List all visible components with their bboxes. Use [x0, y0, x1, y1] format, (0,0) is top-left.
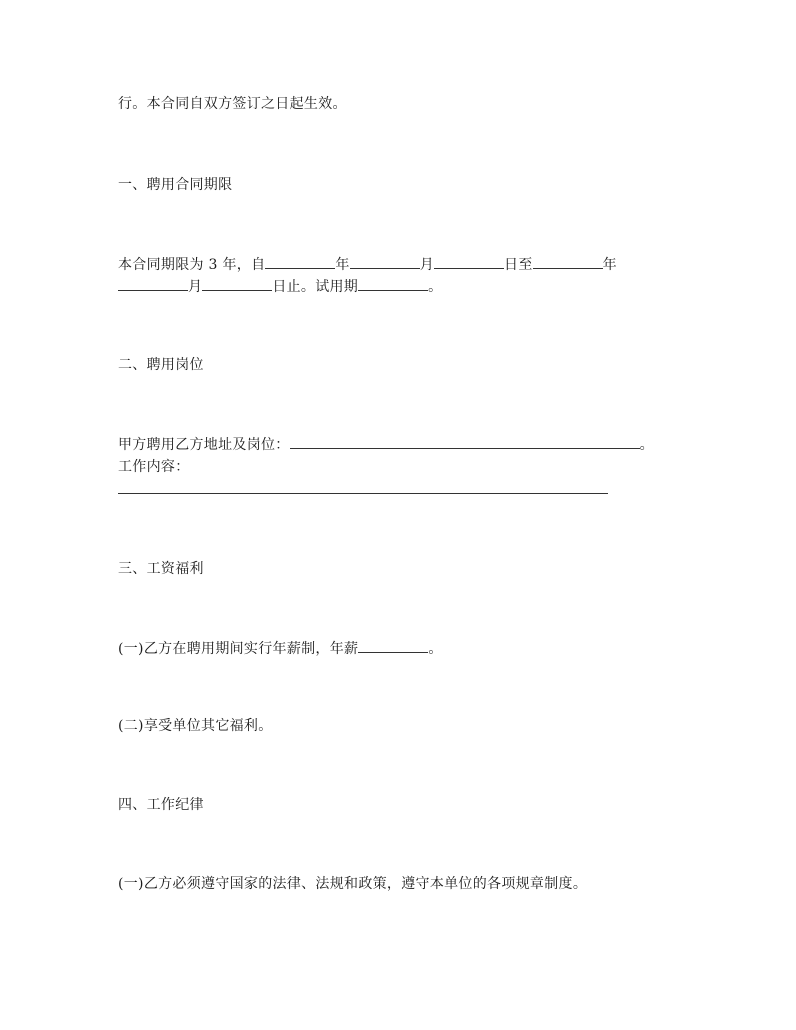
end-day-blank [202, 276, 272, 291]
position-label: 甲方聘用乙方地址及岗位： [118, 437, 290, 453]
month-label: 月 [419, 257, 435, 273]
salary-blank [358, 638, 428, 653]
start-year-blank [265, 254, 335, 269]
probation-blank [358, 276, 428, 291]
period-text: 本合同期限为 3 年，自 [118, 257, 266, 273]
section-3-heading: 三、工资福利 [118, 561, 204, 577]
year-label: 年 [335, 257, 350, 273]
contract-period-line-1 [118, 254, 617, 275]
position-end-mark: 。 [639, 437, 654, 453]
month-label-2: 月 [188, 279, 203, 295]
start-month-blank [350, 254, 420, 269]
position-line [118, 434, 654, 455]
contract-period-line-2 [118, 276, 442, 297]
section-2-heading: 二、聘用岗位 [118, 357, 204, 373]
day-to-label: 日至 [504, 257, 533, 273]
duties-blank-line [118, 493, 608, 494]
end-month-blank [118, 276, 188, 291]
end-year-blank [533, 254, 603, 269]
discipline-item-1: (一)乙方必须遵守国家的法律、法规和政策，遵守本单位的各项规章制度。 [118, 876, 588, 892]
start-day-blank [434, 254, 504, 269]
duties-label: 工作内容： [118, 459, 190, 475]
section-4-heading: 四、工作纪律 [118, 797, 204, 813]
year-label-2: 年 [602, 257, 617, 273]
continuation-line: 行。本合同自双方签订之日起生效。 [118, 96, 347, 112]
benefits-line: (二)享受单位其它福利。 [118, 718, 273, 734]
salary-line [118, 638, 443, 659]
position-blank [290, 434, 640, 449]
salary-text: (一)乙方在聘用期间实行年薪制，年薪 [118, 641, 359, 657]
section-1-heading: 一、聘用合同期限 [118, 177, 233, 193]
salary-end-mark: 。 [428, 641, 443, 657]
period-end-mark: 。 [428, 279, 443, 295]
day-end-probation-label: 日止。试用期 [272, 279, 359, 295]
